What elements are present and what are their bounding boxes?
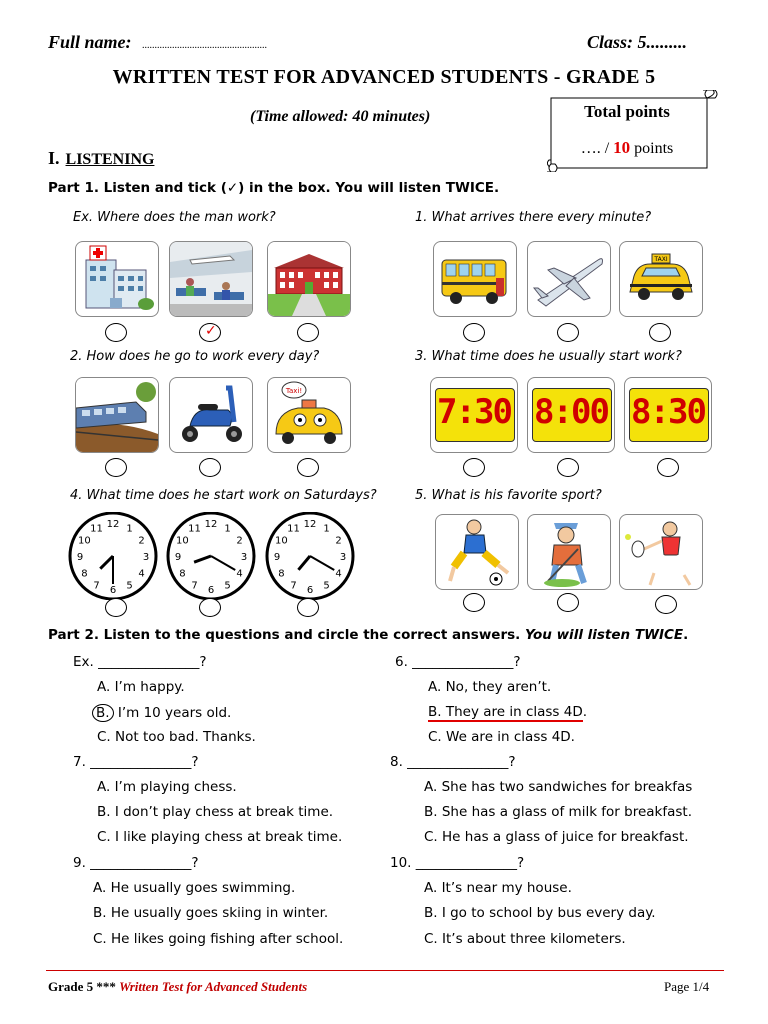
clock-number: 3 [142,552,150,563]
clock-number: 7 [290,580,297,592]
taxi-sign-text: TAXI [654,256,668,263]
answer-radio-1c[interactable] [649,323,671,342]
taxi-bubble-text: Taxi! [285,387,303,395]
clock-number: 8 [81,568,88,580]
footer-grade: Grade 5 *** [48,979,120,994]
answer-radio-1a[interactable] [463,323,485,342]
clock-number: 3 [240,552,248,563]
points-prefix: …. / [580,140,614,157]
answer-radio-2a[interactable] [105,458,127,477]
points-suffix: points [630,140,674,157]
answer-radio-2c[interactable] [297,458,319,477]
answer-radio-ex-a[interactable] [105,323,127,342]
circled-answer: B. [92,704,114,722]
clock-number: 9 [273,552,281,563]
points-max: 10 [613,138,631,157]
clock-number: 6 [306,585,314,596]
answer-radio-4c[interactable] [297,598,319,617]
clock-number: 4 [335,568,342,580]
clock-number: 7 [93,580,100,592]
answer-radio-4a[interactable] [105,598,127,617]
answer-radio-5a[interactable] [463,593,485,612]
clock-number: 12 [204,519,218,530]
class-label: Class: 5......... [587,32,688,52]
question-ex-label: Ex. _______________? [73,654,207,670]
answer-7a[interactable]: A. I’m playing chess. [97,779,237,795]
question-7-label: 7. _______________? [73,754,199,770]
part2-instruction-text: Part 2. Listen to the questions and circle the correct answers. [48,627,525,643]
airport-image [169,241,253,317]
full-name-blank[interactable]: .................................................. [142,40,268,51]
footer-left [48,979,307,995]
clock-number: 5 [224,580,231,592]
answer-radio-2b[interactable] [199,458,221,477]
total-points-box [547,90,719,172]
full-name-label: Full name: [48,32,132,52]
answer-8c[interactable]: C. He has a glass of juice for breakfast. [424,829,689,845]
clock-face [264,512,356,600]
scooter-image [169,377,253,453]
question-1: 1. What arrives there every minute? [415,210,652,225]
answer-10a[interactable]: A. It’s near my house. [424,880,572,896]
clock-number: 8 [179,568,186,580]
clock-number: 12 [106,519,120,530]
question-6-label: 6. _______________? [395,654,521,670]
part1-instruction: Part 1. Listen and tick (✓) in the box. You will listen TWICE. [48,180,500,196]
answer-10c[interactable]: C. It’s about three kilometers. [424,931,626,947]
clock-number: 11 [188,523,201,535]
answer-6c[interactable]: C. We are in class 4D. [428,729,575,745]
answer-6b[interactable] [428,704,587,720]
clock-number: 10 [176,535,189,547]
clock-number: 2 [335,535,342,547]
digital-time-2: 8:00 [534,392,608,432]
answer-8b[interactable]: B. She has a glass of milk for breakfast. [424,804,693,820]
digital-time-1: 7:30 [437,392,511,432]
school-bus-image [433,241,517,317]
footer-test-name: Written Test for Advanced Students [119,979,308,994]
clock-number: 3 [339,552,347,563]
answer-ex-c[interactable]: C. Not too bad. Thanks. [97,729,256,745]
answer-radio-1b[interactable] [557,323,579,342]
golf-image [527,514,611,590]
question-8-label: 8. _______________? [390,754,516,770]
clock-number: 10 [275,535,288,547]
clock-number: 9 [174,552,182,563]
clock-number: 9 [76,552,84,563]
clock-number: 8 [278,568,285,580]
clock-number: 6 [207,585,215,596]
answer-radio-3c[interactable] [657,458,679,477]
clock-number: 12 [303,519,317,530]
airplane-image [527,241,611,317]
answer-9a[interactable]: A. He usually goes swimming. [93,880,296,896]
digital-clock-2 [527,377,615,453]
part2-instruction-end: . [683,627,689,643]
answer-radio-5c[interactable] [655,595,677,614]
tick-mark: ✓ [205,323,217,339]
clock-number: 11 [90,523,103,535]
section-number: I. [48,148,60,168]
answer-radio-3a[interactable] [463,458,485,477]
part2-instruction-italic: You will listen TWICE [524,627,684,643]
answer-7c[interactable]: C. I like playing chess at break time. [97,829,343,845]
total-points-value [547,138,707,158]
clock-face [165,512,257,600]
digital-clock-1 [430,377,518,453]
hospital-image [75,241,159,317]
answer-radio-3b[interactable] [557,458,579,477]
part2-instruction [48,627,688,643]
clock-number: 6 [109,585,117,596]
page-title: WRITTEN TEST FOR ADVANCED STUDENTS - GRADE 5 [112,66,656,88]
full-name-line [48,32,267,53]
answer-radio-5b[interactable] [557,593,579,612]
total-points-label: Total points [584,102,670,121]
clock-number: 4 [236,568,243,580]
taxi-image [619,241,703,317]
analog-clock-3 [264,512,356,600]
digital-clock-3 [624,377,712,453]
answer-10b[interactable]: B. I go to school by bus every day. [424,905,656,921]
analog-clock-2 [165,512,257,600]
footer-divider [46,970,724,971]
time-allowed: (Time allowed: 40 minutes) [250,108,431,125]
page-number: Page 1/4 [664,979,710,994]
football-image [435,514,519,590]
question-ex: Ex. Where does the man work? [73,210,276,225]
clock-number: 1 [323,523,330,535]
clock-face [67,512,159,600]
answer-8a[interactable]: A. She has two sandwiches for breakfas [424,779,693,795]
answer-6b-period: . [582,704,588,720]
answer-ex-a[interactable]: A. I’m happy. [97,679,185,695]
question-10-label: 10. _______________? [390,855,525,871]
answer-ex-b-text: I’m 10 years old. [113,705,232,721]
clock-number: 5 [126,580,133,592]
digital-time-3: 8:30 [631,392,705,432]
clock-number: 1 [126,523,133,535]
clock-number: 7 [191,580,198,592]
section-title: LISTENING [65,151,155,168]
answer-radio-4b[interactable] [199,598,221,617]
answer-radio-ex-b[interactable] [199,323,221,342]
question-5: 5. What is his favorite sport? [415,488,602,503]
section-heading [48,148,154,169]
clock-number: 1 [224,523,231,535]
question-9-label: 9. _______________? [73,855,199,871]
clock-number: 11 [287,523,300,535]
question-4: 4. What time does he start work on Saturdays? [70,488,377,503]
school-image [267,241,351,317]
clock-number: 5 [323,580,330,592]
answer-ex-b[interactable] [97,704,231,722]
answer-9b[interactable]: B. He usually goes skiing in winter. [93,905,329,921]
answer-radio-ex-c[interactable] [297,323,319,342]
tennis-image [619,514,703,590]
clock-number: 2 [236,535,243,547]
underlined-answer: B. They are in class 4D [428,704,583,720]
clock-number: 10 [78,535,91,547]
answer-9c[interactable]: C. He likes going fishing after school. [93,931,344,947]
clock-number: 4 [138,568,145,580]
taxi-cartoon-image [267,377,351,453]
answer-6a[interactable]: A. No, they aren’t. [428,679,552,695]
answer-7b[interactable]: B. I don’t play chess at break time. [97,804,334,820]
train-image [75,377,159,453]
question-2: 2. How does he go to work every day? [70,349,320,364]
question-3: 3. What time does he usually start work? [415,349,682,364]
clock-number: 2 [138,535,145,547]
analog-clock-1 [67,512,159,600]
